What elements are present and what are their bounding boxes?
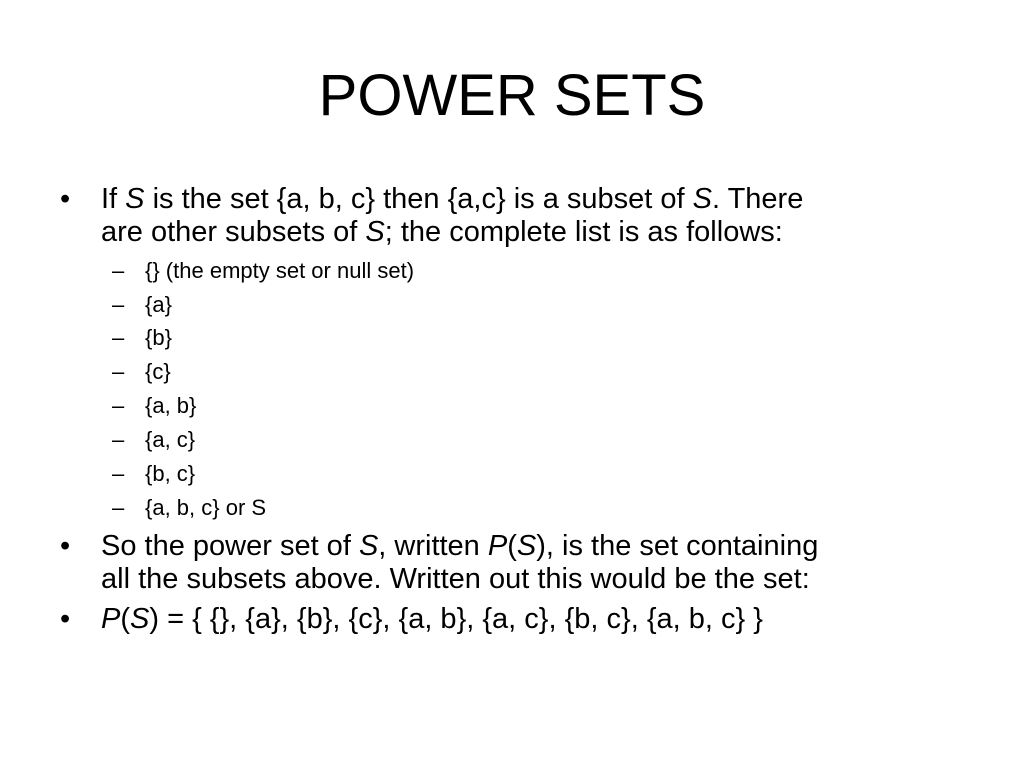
slide-title: POWER SETS	[318, 63, 706, 128]
dash-marker: –	[112, 359, 125, 384]
text-run: is the set {a, b, c} then {a,c} is a subset of	[144, 183, 693, 215]
bullet-line	[101, 563, 961, 596]
text-run: all the subsets above. Written out this would be the set:	[101, 563, 810, 595]
text-run: (	[120, 603, 131, 635]
text-run: ) = { {}, {a}, {b}, {c}, {a, b}, {a, c}, {b, c}, {a, b, c} }	[149, 603, 763, 635]
math-variable: S	[130, 603, 150, 635]
math-variable: P	[101, 603, 121, 635]
bullet-marker: •	[60, 603, 71, 635]
math-variable: P	[487, 530, 508, 562]
math-variable: S	[692, 183, 712, 215]
math-variable: S	[125, 183, 145, 215]
subset-item-text: {b, c}	[145, 461, 196, 486]
subset-item-text: {b}	[145, 325, 172, 350]
dash-marker: –	[112, 393, 125, 418]
text-run: So the power set of	[101, 530, 359, 562]
subset-item-text: {a, b}	[145, 393, 197, 418]
text-run: are other subsets of	[101, 216, 366, 248]
subset-item-text: {c}	[145, 359, 171, 384]
text-run: . There	[712, 183, 804, 215]
bullet-marker: •	[60, 183, 71, 215]
subset-item-text: {a, c}	[145, 427, 196, 452]
subset-item-text: {a, b, c} or S	[145, 495, 267, 520]
dash-marker: –	[112, 258, 125, 283]
bullet-line	[101, 216, 961, 249]
formula-line	[101, 603, 961, 636]
dash-marker: –	[112, 292, 125, 317]
subset-item-text: {} (the empty set or null set)	[145, 258, 415, 283]
bullet-marker: •	[60, 530, 71, 562]
bullet-text	[101, 530, 961, 596]
text-run: , written	[378, 530, 488, 562]
text-run: ), is the set containing	[536, 530, 819, 562]
bullet-text	[101, 603, 961, 636]
text-run: If	[101, 183, 126, 215]
text-run: (	[507, 530, 517, 562]
bullet-line	[101, 530, 961, 563]
math-variable: S	[358, 530, 379, 562]
dash-marker: –	[112, 461, 125, 486]
bullet-text	[101, 183, 961, 249]
subset-item-text: {a}	[145, 292, 172, 317]
math-variable: S	[516, 530, 537, 562]
dash-marker: –	[112, 495, 125, 520]
math-variable: S	[365, 216, 385, 248]
text-run: ; the complete list is as follows:	[384, 216, 783, 248]
dash-marker: –	[112, 427, 125, 452]
bullet-line	[101, 183, 961, 216]
dash-marker: –	[112, 325, 125, 350]
